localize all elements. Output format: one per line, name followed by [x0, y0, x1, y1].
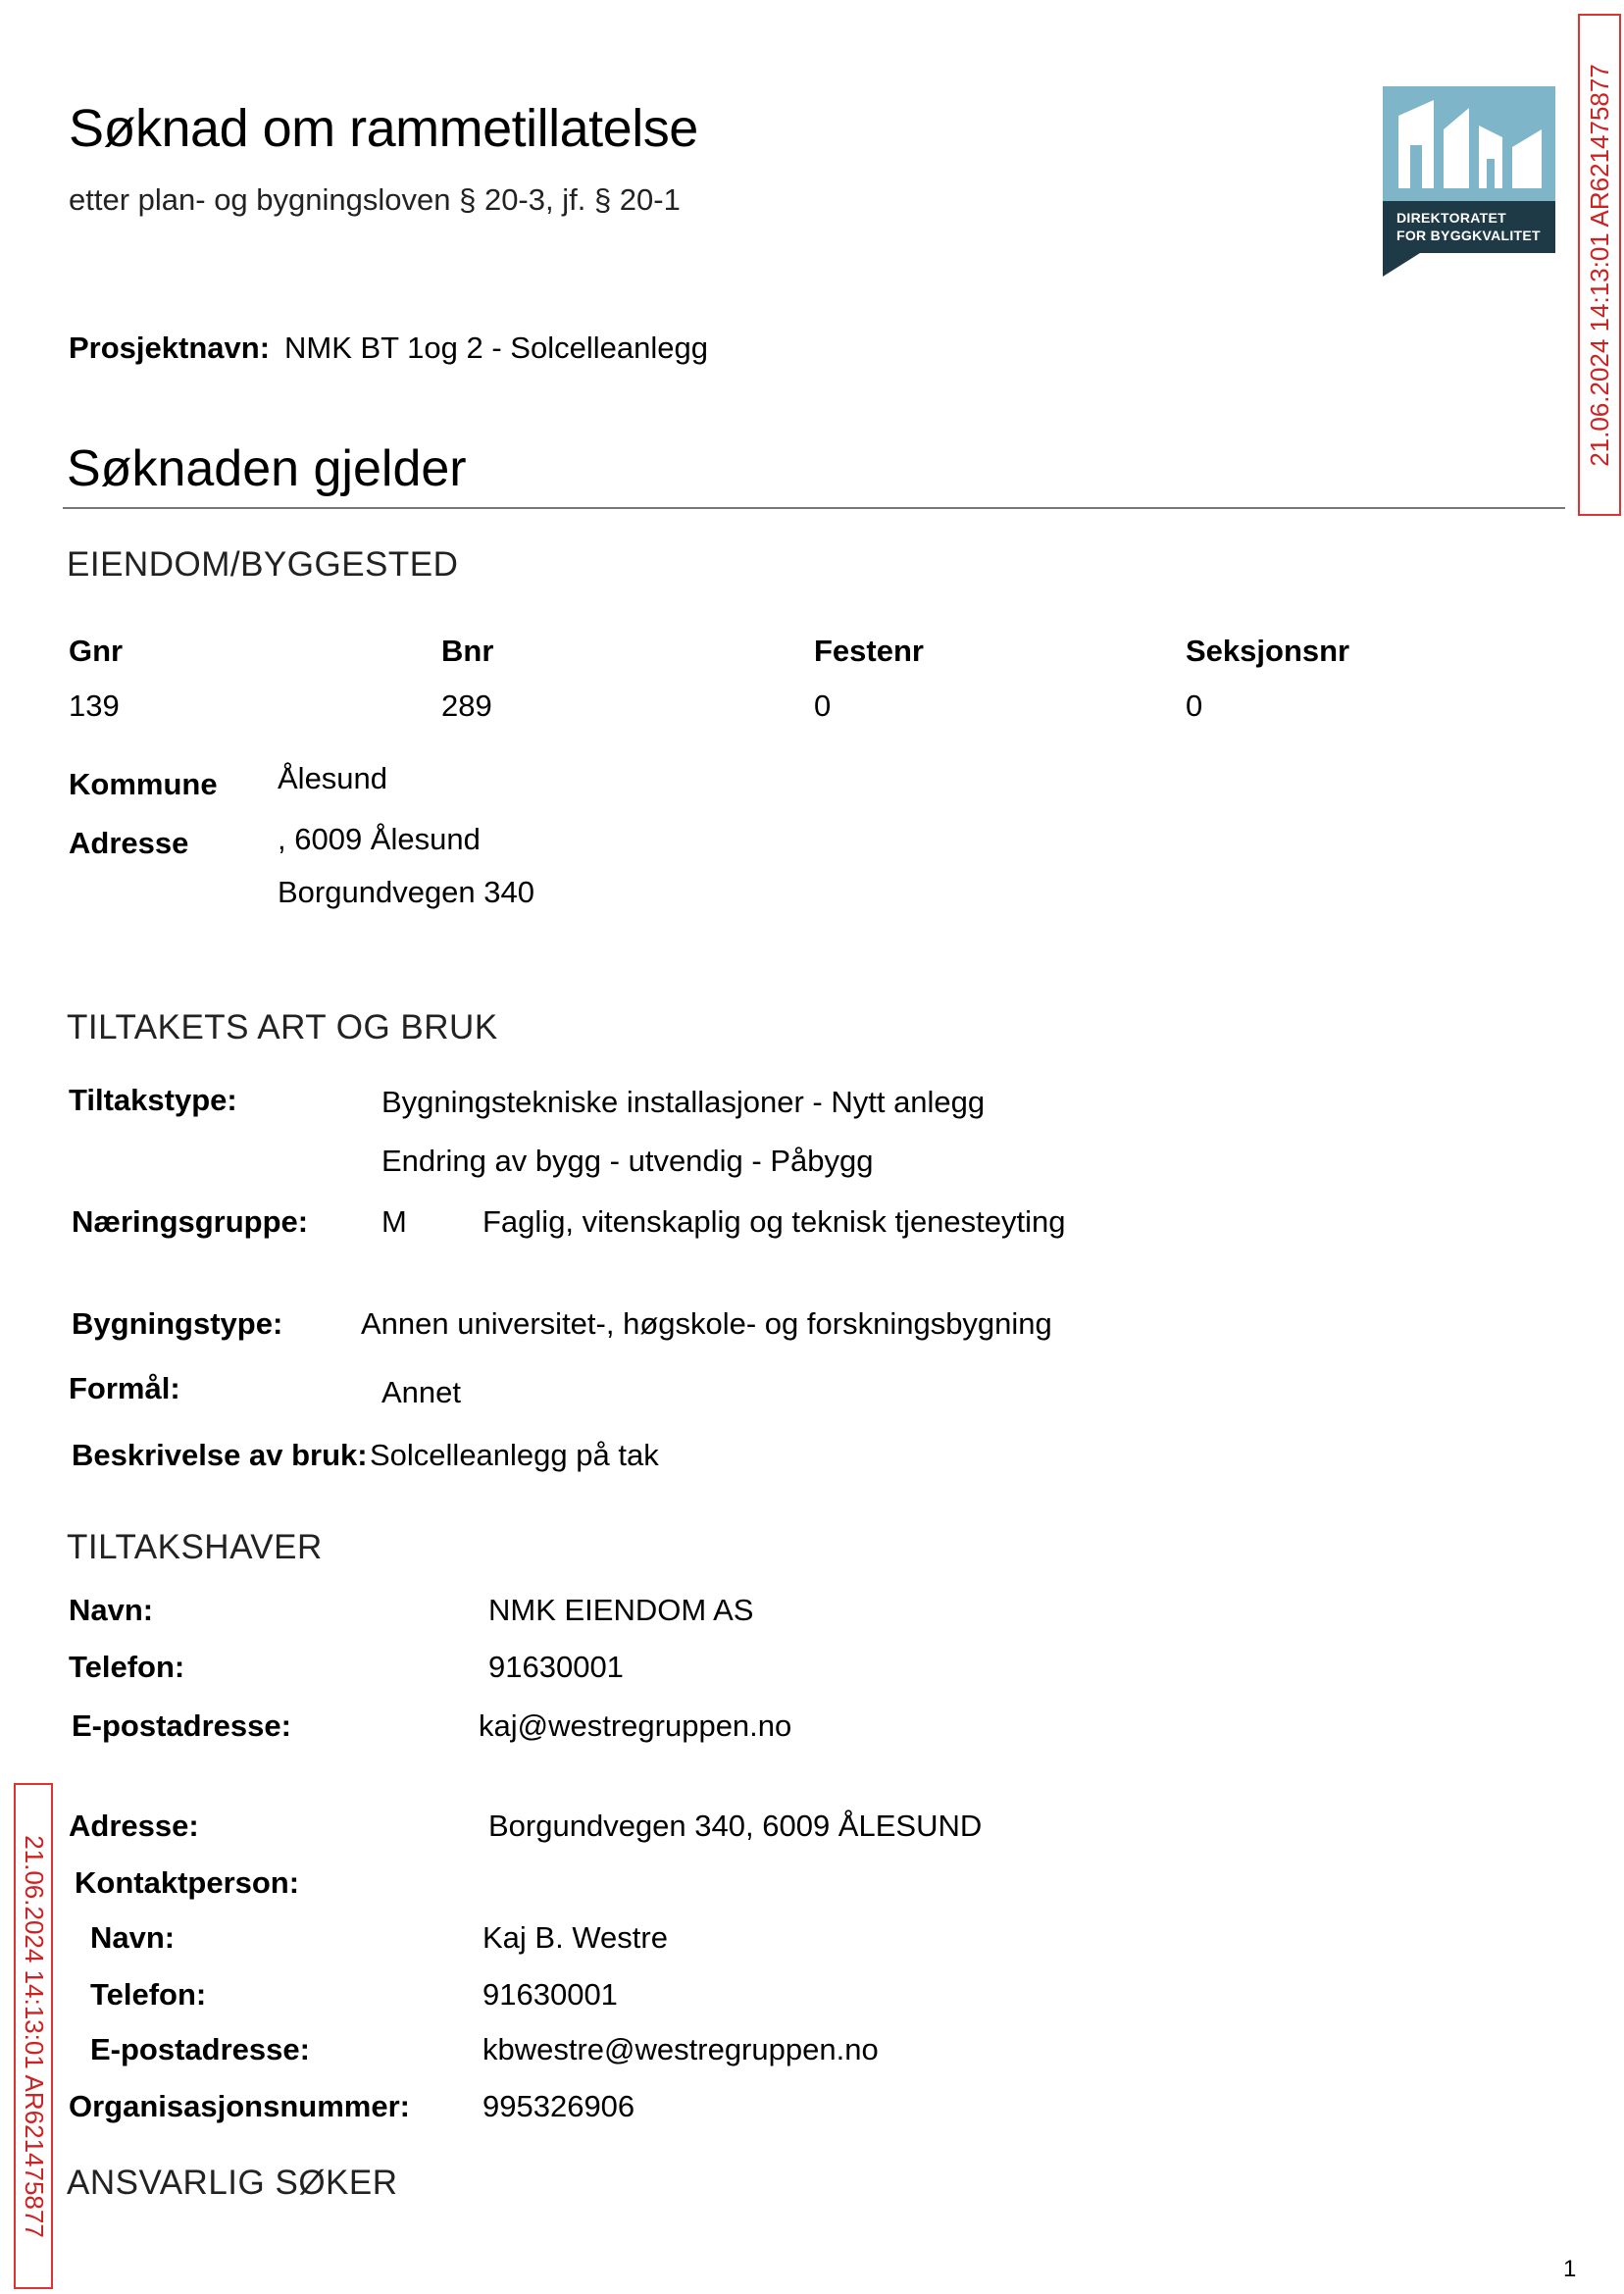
section-title: Søknaden gjelder — [67, 440, 467, 497]
kontakt-telefon-value: 91630001 — [482, 1977, 618, 2012]
seksjonsnr-value: 0 — [1186, 688, 1203, 723]
section-divider — [63, 507, 1565, 509]
kommune-value: Ålesund — [278, 761, 388, 795]
beskrivelse-label: Beskrivelse av bruk: — [72, 1438, 368, 1472]
date-stamp-text: 21.06.2024 14:13:01 AR621475877 — [1584, 63, 1614, 467]
bygningstype-value: Annen universitet-, høgskole- og forskningsbygning — [361, 1306, 1052, 1341]
festenr-label: Festenr — [814, 634, 924, 668]
seksjonsnr-label: Seksjonsnr — [1186, 634, 1350, 668]
beskrivelse-value: Solcelleanlegg på tak — [370, 1438, 659, 1472]
date-stamp-right — [1578, 14, 1621, 516]
tiltak-heading: TILTAKETS ART OG BRUK — [67, 1008, 498, 1046]
kontaktperson-label: Kontaktperson: — [75, 1865, 300, 1900]
epost-label: E-postadresse: — [72, 1708, 291, 1743]
date-stamp-text: 21.06.2024 14:13:01 AR621475877 — [19, 1834, 49, 2238]
bnr-value: 289 — [441, 688, 492, 723]
telefon-value: 91630001 — [488, 1650, 624, 1684]
orgnr-label: Organisasjonsnummer: — [69, 2089, 410, 2123]
kontakt-epost-label: E-postadresse: — [90, 2032, 310, 2066]
date-stamp-left — [14, 1783, 53, 2289]
tiltakshaver-heading: TILTAKSHAVER — [67, 1528, 323, 1566]
kontakt-epost-value: kbwestre@westregruppen.no — [482, 2032, 879, 2066]
ansvarlig-soker-heading: ANSVARLIG SØKER — [67, 2164, 398, 2202]
th-adresse-label: Adresse: — [69, 1809, 199, 1843]
dibk-logo-icon — [1383, 86, 1555, 201]
orgnr-value: 995326906 — [482, 2089, 635, 2123]
tiltakstype-label: Tiltakstype: — [69, 1083, 237, 1117]
logo-tail — [1383, 253, 1420, 277]
navn-value: NMK EIENDOM AS — [488, 1593, 754, 1627]
dibk-logo — [1383, 86, 1555, 253]
kommune-label: Kommune — [69, 767, 218, 801]
adresse-line1: , 6009 Ålesund — [278, 822, 481, 856]
festenr-value: 0 — [814, 688, 832, 723]
telefon-label: Telefon: — [69, 1650, 185, 1684]
kontakt-telefon-label: Telefon: — [90, 1977, 207, 2012]
naeringsgruppe-label: Næringsgruppe: — [72, 1204, 309, 1239]
gnr-value: 139 — [69, 688, 120, 723]
project-value: NMK BT 1og 2 - Solcelleanlegg — [284, 331, 708, 365]
kontakt-navn-value: Kaj B. Westre — [482, 1920, 668, 1955]
navn-label: Navn: — [69, 1593, 154, 1627]
kontakt-navn-label: Navn: — [90, 1920, 176, 1955]
project-label: Prosjektnavn: — [69, 331, 271, 365]
th-adresse-value: Borgundvegen 340, 6009 ÅLESUND — [488, 1809, 983, 1843]
bygningstype-label: Bygningstype: — [72, 1306, 283, 1341]
formaal-value: Annet — [381, 1375, 462, 1409]
naeringsgruppe-code: M — [381, 1204, 407, 1239]
formaal-label: Formål: — [69, 1371, 180, 1405]
page-subtitle: etter plan- og bygningsloven § 20-3, jf. § 20-1 — [69, 182, 681, 217]
page-number: 1 — [1563, 2256, 1577, 2282]
gnr-label: Gnr — [69, 634, 124, 668]
epost-value: kaj@westregruppen.no — [479, 1708, 792, 1743]
tiltakstype-value-1: Bygningstekniske installasjoner - Nytt anlegg — [381, 1085, 986, 1119]
logo-text-line1: DIREKTORATET — [1396, 210, 1506, 226]
bnr-label: Bnr — [441, 634, 494, 668]
adresse-line2: Borgundvegen 340 — [278, 875, 535, 909]
logo-band — [1383, 201, 1555, 253]
page-title: Søknad om rammetillatelse — [69, 99, 698, 158]
tiltakstype-value-2: Endring av bygg - utvendig - Påbygg — [381, 1144, 874, 1178]
adresse-label: Adresse — [69, 826, 189, 860]
naeringsgruppe-value: Faglig, vitenskaplig og teknisk tjenesteyting — [482, 1204, 1066, 1239]
logo-text-line2: FOR BYGGKVALITET — [1396, 228, 1541, 243]
eiendom-heading: EIENDOM/BYGGESTED — [67, 545, 459, 584]
